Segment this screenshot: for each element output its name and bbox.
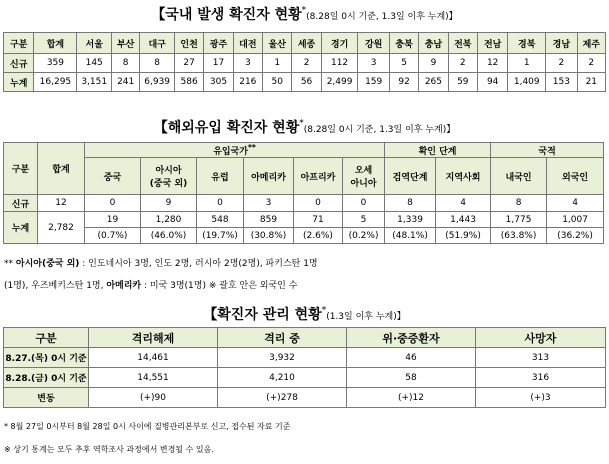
domestic-cum-row	[4, 73, 606, 92]
confirm-stage-header: 확인 단계	[385, 143, 491, 158]
overseas-col-header: 중국	[85, 158, 141, 195]
domestic-header-cell: 인천	[174, 33, 203, 54]
domestic-cell: 3	[358, 54, 389, 73]
management-row	[4, 368, 606, 388]
overseas-pct-cell: (36.2%)	[547, 228, 604, 244]
overseas-new-cell: 8	[491, 195, 547, 212]
domestic-cell: 9	[419, 54, 448, 73]
domestic-cell: 265	[419, 73, 448, 92]
domestic-cell: 17	[204, 54, 233, 73]
overseas-pct-cell: (48.1%)	[385, 228, 436, 244]
overseas-pct-cell: (0.2%)	[343, 228, 385, 244]
domestic-cell: 56	[292, 73, 321, 92]
domestic-header-cell: 충남	[419, 33, 448, 54]
overseas-pct-cell: (2.6%)	[294, 228, 343, 244]
overseas-new-cell: 0	[197, 195, 244, 212]
domestic-cell: 12	[477, 54, 507, 73]
overseas-total-header: 합계	[38, 143, 85, 195]
domestic-header-cell: 부산	[112, 33, 140, 54]
management-cell: 14,551	[89, 368, 218, 388]
management-header-row	[4, 328, 606, 348]
overseas-new-cell: 0	[294, 195, 343, 212]
management-row	[4, 348, 606, 368]
overseas-new-row	[4, 195, 604, 212]
domestic-cell: 2,499	[321, 73, 358, 92]
management-title: 【확진자 관리 현황*(1.3일 이후 누계)】	[203, 305, 406, 323]
overseas-new-cell: 4	[436, 195, 491, 212]
cum-total: 2,782	[38, 212, 85, 244]
overseas-new-cell: 8	[385, 195, 436, 212]
domestic-cell: 2	[577, 54, 605, 73]
management-cell: (+)278	[218, 388, 347, 408]
overseas-cum-cell: 19	[85, 212, 141, 228]
management-row-label: 8.28.(금) 0시 기준	[4, 368, 89, 388]
domestic-new-row	[4, 54, 606, 73]
domestic-cell: 94	[477, 73, 507, 92]
domestic-cell: 2	[448, 54, 477, 73]
note-asia: ** 아시아(중국 외) : 인도네시아 3명, 인도 2명, 러시아 2명(2명), 파키스탄 1명	[4, 259, 318, 269]
domestic-header-cell: 경기	[321, 33, 358, 54]
overseas-cum-cell: 1,775	[491, 212, 547, 228]
domestic-header-row	[4, 33, 606, 54]
overseas-pct-cell: (46.0%)	[141, 228, 197, 244]
management-cell: 316	[476, 368, 606, 388]
management-row-label: 변동	[4, 388, 89, 408]
domestic-row-label: 신규	[4, 54, 34, 73]
management-header-cell: 구분	[4, 328, 89, 348]
overseas-pct-cell: (0.7%)	[85, 228, 141, 244]
overseas-col-header: 외국인	[547, 158, 604, 195]
domestic-cell: 216	[233, 73, 262, 92]
domestic-header-cell: 전북	[448, 33, 477, 54]
domestic-cell: 359	[34, 54, 77, 73]
domestic-cell: 2	[292, 54, 321, 73]
overseas-new-cell: 0	[85, 195, 141, 212]
management-cell: 46	[347, 348, 476, 368]
overseas-col-header: 지역사회	[436, 158, 491, 195]
note-america: (1명), 우즈베키스탄 1명, 아메리카 : 미국 3명(1명) ※ 괄호 안은 외국인 수	[4, 281, 298, 291]
overseas-pct-cell: (63.8%)	[491, 228, 547, 244]
overseas-new-cell: 9	[141, 195, 197, 212]
overseas-pct-cell: (51.9%)	[436, 228, 491, 244]
domestic-cell: 1,409	[508, 73, 546, 92]
domestic-cell: 50	[263, 73, 292, 92]
overseas-col-header: 오세 아니아	[343, 158, 385, 195]
management-header-cell: 사망자	[476, 328, 606, 348]
management-header-cell: 격리 중	[218, 328, 347, 348]
management-cell: 58	[347, 368, 476, 388]
domestic-cell: 305	[204, 73, 233, 92]
management-cell: 14,461	[89, 348, 218, 368]
domestic-header-cell: 전남	[477, 33, 507, 54]
domestic-cell: 159	[358, 73, 389, 92]
new-label: 신규	[4, 195, 38, 212]
domestic-header-cell: 울산	[263, 33, 292, 54]
domestic-cell: 2	[546, 54, 577, 73]
domestic-header-cell: 제주	[577, 33, 605, 54]
overseas-table	[3, 142, 604, 244]
overseas-pct-cell: (19.7%)	[197, 228, 244, 244]
domestic-header-cell: 경북	[508, 33, 546, 54]
overseas-col-header: 검역단계	[385, 158, 436, 195]
management-cell: (+)12	[347, 388, 476, 408]
overseas-cum-cell: 548	[197, 212, 244, 228]
new-total: 12	[38, 195, 85, 212]
overseas-cum-row	[4, 212, 604, 228]
overseas-cum-cell: 1,443	[436, 212, 491, 228]
nationality-header: 국적	[491, 143, 604, 158]
inflow-country-header: 유입국가**	[85, 143, 385, 158]
domestic-cell: 92	[389, 73, 418, 92]
overseas-cum-cell: 1,007	[547, 212, 604, 228]
management-change-row	[4, 388, 606, 408]
cum-label: 누계	[4, 212, 38, 244]
domestic-cell: 6,939	[140, 73, 175, 92]
domestic-cell: 3,151	[77, 73, 112, 92]
management-header-cell: 격리해제	[89, 328, 218, 348]
domestic-header-cell: 서울	[77, 33, 112, 54]
domestic-header-cell: 경남	[546, 33, 577, 54]
domestic-cell: 5	[389, 54, 418, 73]
domestic-row-label: 누계	[4, 73, 34, 92]
management-row-label: 8.27.(목) 0시 기준	[4, 348, 89, 368]
overseas-col-header: 아프리카	[294, 158, 343, 195]
domestic-cell: 21	[577, 73, 605, 92]
overseas-cum-cell: 1,339	[385, 212, 436, 228]
domestic-header-cell: 강원	[358, 33, 389, 54]
overseas-cum-cell: 1,280	[141, 212, 197, 228]
overseas-pct-cell: (30.8%)	[244, 228, 294, 244]
overseas-title: 【해외유입 확진자 현황*(8.28일 0시 기준, 1.3일 이후 누계)】	[153, 118, 456, 136]
overseas-cum-cell: 71	[294, 212, 343, 228]
domestic-cell: 59	[448, 73, 477, 92]
domestic-cell: 112	[321, 54, 358, 73]
overseas-new-cell: 4	[547, 195, 604, 212]
domestic-cell: 27	[174, 54, 203, 73]
overseas-cum-cell: 5	[343, 212, 385, 228]
domestic-header-cell: 합계	[34, 33, 77, 54]
overseas-subheader-row	[4, 158, 604, 195]
overseas-cum-cell: 859	[244, 212, 294, 228]
domestic-header-cell: 충북	[389, 33, 418, 54]
domestic-cell: 8	[112, 54, 140, 73]
domestic-cell: 3	[233, 54, 262, 73]
domestic-cell: 145	[77, 54, 112, 73]
management-cell: (+)90	[89, 388, 218, 408]
overseas-col-header: 아메리카	[244, 158, 294, 195]
domestic-header-cell: 구분	[4, 33, 34, 54]
overseas-gubun-header: 구분	[4, 143, 38, 195]
domestic-cell: 16,295	[34, 73, 77, 92]
domestic-header-cell: 대전	[233, 33, 262, 54]
management-cell: 4,210	[218, 368, 347, 388]
domestic-cell: 1	[508, 54, 546, 73]
overseas-col-header: 내국인	[491, 158, 547, 195]
management-table	[3, 327, 606, 408]
domestic-header-cell: 대구	[140, 33, 175, 54]
footer-note-1: * 8월 27일 0시부터 8월 28일 0시 사이에 질병관리본부로 신고, 접수된 자료 기준	[4, 422, 291, 431]
domestic-title: 【국내 발생 확진자 현황*(8.28일 0시 기준, 1.3일 이후 누계)】	[151, 5, 458, 23]
domestic-table	[3, 32, 606, 92]
domestic-cell: 153	[546, 73, 577, 92]
domestic-header-cell: 광주	[204, 33, 233, 54]
overseas-new-cell: 0	[343, 195, 385, 212]
domestic-cell: 1	[263, 54, 292, 73]
footer-note-2: ※ 상기 통계는 모두 추후 역학조사 과정에서 변경될 수 있음.	[4, 445, 214, 454]
overseas-col-header: 아시아 (중국 외)	[141, 158, 197, 195]
management-header-cell: 위·중증환자	[347, 328, 476, 348]
domestic-cell: 241	[112, 73, 140, 92]
management-cell: 313	[476, 348, 606, 368]
domestic-cell: 586	[174, 73, 203, 92]
management-cell: (+)3	[476, 388, 606, 408]
overseas-col-header: 유럽	[197, 158, 244, 195]
domestic-header-cell: 세종	[292, 33, 321, 54]
domestic-cell: 8	[140, 54, 175, 73]
overseas-new-cell: 3	[244, 195, 294, 212]
management-cell: 3,932	[218, 348, 347, 368]
overseas-pct-row	[4, 228, 604, 244]
